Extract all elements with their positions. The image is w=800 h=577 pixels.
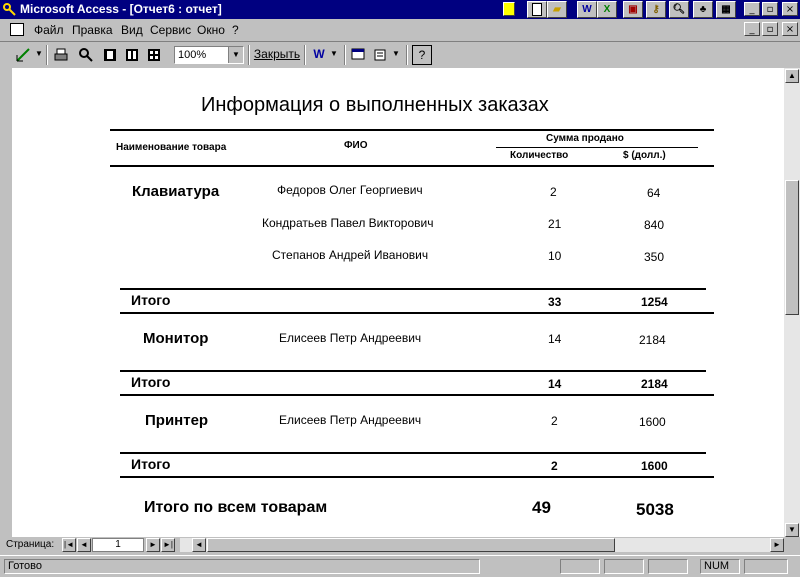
word-icon[interactable]: W: [577, 1, 597, 18]
menu-file[interactable]: Файл: [34, 23, 64, 37]
row-fio: Степанов Андрей Иванович: [272, 248, 429, 262]
page-label: Страница:: [6, 539, 55, 550]
schedule-icon[interactable]: ♣: [693, 1, 713, 18]
status-text: Готово: [4, 559, 480, 574]
row-qty: 14: [548, 332, 562, 346]
status-bar: [0, 555, 800, 577]
group-product: Принтер: [145, 412, 209, 429]
grand-total-qty: 49: [532, 498, 551, 517]
print-icon[interactable]: [50, 45, 72, 65]
group-total-bottom-rule: [120, 476, 714, 478]
scroll-down-icon[interactable]: ▼: [785, 523, 799, 537]
view-design-icon[interactable]: [12, 45, 34, 65]
close-preview-button[interactable]: Закрыть: [253, 47, 301, 61]
next-page-icon[interactable]: ►: [146, 538, 160, 552]
status-panel: [560, 559, 600, 574]
report-doc-icon[interactable]: [10, 23, 24, 36]
row-qty: 21: [548, 217, 562, 231]
window-title: Microsoft Access - [Отчет6 : отчет]: [20, 2, 222, 16]
menu-help[interactable]: ?: [232, 23, 239, 37]
row-usd: 840: [644, 218, 665, 232]
group-total-label: Итого: [131, 456, 171, 472]
grand-total-label: Итого по всем товарам: [144, 499, 328, 516]
view-dropdown-icon[interactable]: ▼: [35, 49, 43, 58]
help-icon[interactable]: ?: [412, 45, 432, 65]
horizontal-scroll-thumb[interactable]: [207, 538, 615, 552]
menu-view[interactable]: Вид: [121, 23, 143, 37]
toolbar-separator: [46, 45, 48, 65]
group-total-top-rule: [120, 370, 706, 372]
grand-total-usd: 5038: [636, 500, 674, 519]
group-product: Клавиатура: [132, 183, 220, 200]
header-sub-rule: [496, 147, 698, 148]
last-page-icon[interactable]: ►|: [161, 538, 175, 552]
header-bottom-rule: [110, 165, 714, 167]
group-total-bottom-rule: [120, 394, 714, 396]
scroll-up-icon[interactable]: ▲: [785, 69, 799, 83]
group-total-usd: 1254: [641, 295, 668, 309]
page-navigation-bar: [0, 537, 800, 554]
one-page-icon[interactable]: [100, 45, 120, 65]
header-top-rule: [110, 129, 714, 131]
word-link-icon[interactable]: W: [313, 47, 325, 61]
close-button[interactable]: ×: [782, 2, 798, 16]
office-links-dropdown-icon[interactable]: ▼: [330, 49, 338, 58]
group-total-label: Итого: [131, 374, 171, 390]
row-usd: 1600: [639, 415, 666, 429]
toolbar-separator: [406, 45, 408, 65]
menu-bar: [0, 19, 800, 42]
new-object-dropdown-icon[interactable]: ▼: [392, 49, 400, 58]
toolbar-separator: [304, 45, 306, 65]
header-sum-group: Сумма продано: [546, 133, 624, 144]
page-number-input[interactable]: 1: [92, 538, 144, 552]
new-document-icon[interactable]: [527, 1, 547, 18]
row-fio: Кондратьев Павел Викторович: [262, 216, 434, 230]
excel-icon[interactable]: X: [597, 1, 617, 18]
doc-restore-button[interactable]: ▫: [762, 22, 778, 36]
group-total-usd: 1600: [641, 459, 668, 473]
row-fio: Елисеев Петр Андреевич: [279, 413, 422, 427]
multiple-pages-icon[interactable]: [144, 45, 164, 65]
row-usd: 350: [644, 250, 665, 264]
header-usd: $ (долл.): [623, 150, 666, 161]
status-num: NUM: [700, 559, 740, 574]
toolbar-separator: [344, 45, 346, 65]
restore-button[interactable]: ▫: [762, 2, 778, 16]
report-title: Информация о выполненных заказах: [201, 94, 549, 116]
zoom-magnifier-icon[interactable]: [75, 45, 97, 65]
group-total-qty: 2: [551, 459, 558, 473]
toolbar-separator: [248, 45, 250, 65]
group-product: Монитор: [143, 330, 209, 347]
menu-tools[interactable]: Сервис: [150, 23, 192, 37]
header-product: Наименование товара: [116, 142, 227, 153]
minimize-button[interactable]: _: [744, 2, 760, 16]
new-object-icon[interactable]: [371, 45, 391, 65]
open-folder-icon[interactable]: ▰: [547, 1, 567, 18]
header-fio: ФИО: [344, 140, 368, 151]
row-usd: 2184: [639, 333, 666, 347]
group-total-usd: 2184: [641, 377, 668, 391]
menu-edit[interactable]: Правка: [72, 23, 113, 37]
zoom-select[interactable]: [174, 46, 244, 64]
scroll-right-icon[interactable]: ►: [770, 538, 784, 552]
menu-window[interactable]: Окно: [197, 23, 225, 37]
powerpoint-icon[interactable]: ▣: [623, 1, 643, 18]
row-fio: Федоров Олег Георгиевич: [277, 183, 423, 197]
row-usd: 64: [647, 186, 661, 200]
group-total-top-rule: [120, 452, 706, 454]
group-total-top-rule: [120, 288, 706, 290]
group-total-bottom-rule: [120, 312, 714, 314]
office-shortcut-icon[interactable]: [503, 2, 515, 16]
row-fio: Елисеев Петр Андреевич: [279, 331, 422, 345]
doc-close-button[interactable]: ×: [782, 22, 798, 36]
zoom-value: 100%: [178, 49, 207, 61]
row-qty: 2: [551, 414, 558, 428]
doc-minimize-button[interactable]: _: [744, 22, 760, 36]
prev-page-icon[interactable]: ◄: [77, 538, 91, 552]
bookshelf-icon[interactable]: ▦: [716, 1, 736, 18]
row-qty: 2: [550, 185, 557, 199]
two-pages-icon[interactable]: [122, 45, 142, 65]
vertical-scroll-thumb[interactable]: [785, 180, 799, 315]
access-key-icon[interactable]: [3, 2, 17, 16]
zoom-dropdown-icon[interactable]: ▼: [228, 47, 243, 63]
header-qty: Количество: [510, 150, 569, 161]
binder-icon[interactable]: 🔍︎: [669, 1, 689, 18]
status-panel: [604, 559, 644, 574]
scroll-left-icon[interactable]: ◄: [192, 538, 206, 552]
group-total-label: Итого: [131, 292, 171, 308]
row-qty: 10: [548, 249, 562, 263]
first-page-icon[interactable]: |◄: [62, 538, 76, 552]
status-panel: [648, 559, 688, 574]
access-icon[interactable]: ⚷: [646, 1, 666, 18]
report-page: [12, 68, 784, 537]
group-total-qty: 14: [548, 377, 562, 391]
toolbar: [0, 42, 800, 69]
group-total-qty: 33: [548, 295, 562, 309]
database-window-icon[interactable]: [349, 45, 369, 65]
status-panel: [744, 559, 788, 574]
